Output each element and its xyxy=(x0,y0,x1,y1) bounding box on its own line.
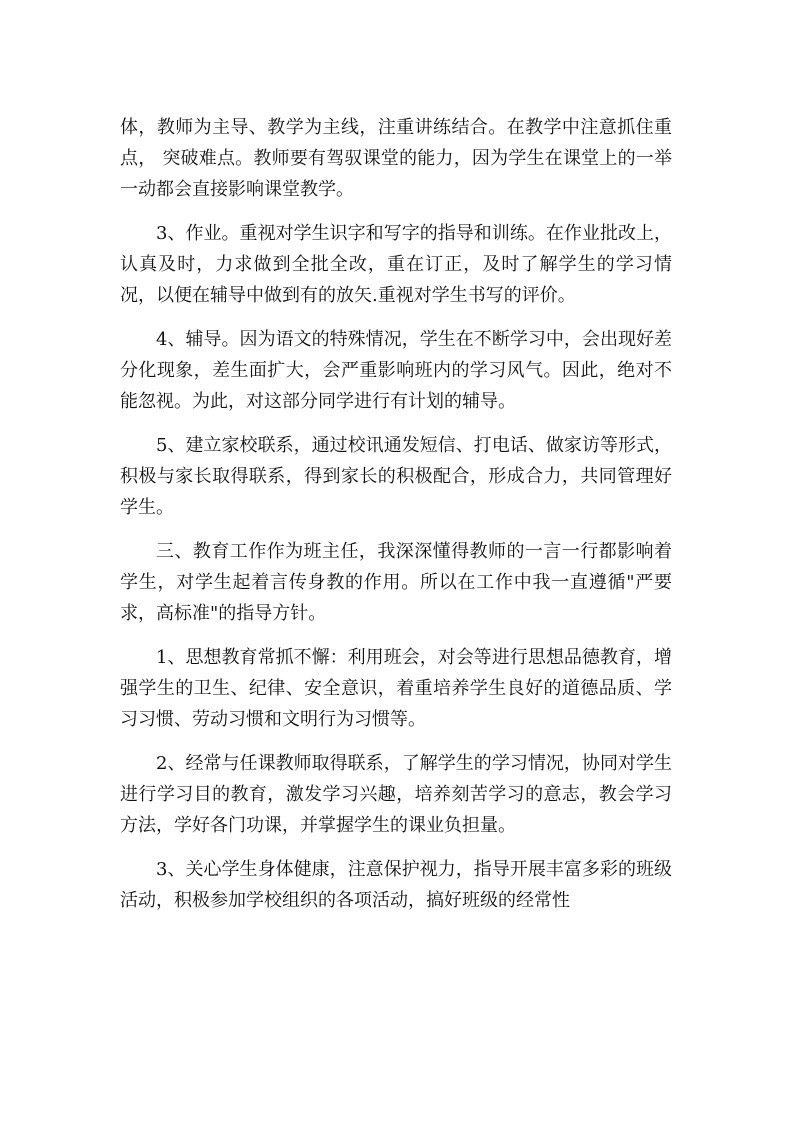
paragraph-7: 2、经常与任课教师取得联系，了解学生的学习情况，协同对学生进行学习目的教育，激发学习兴趣，培养刻苦学习的意志，教会学习方法，学好各门功课，并掌握学生的课业负担量。 xyxy=(120,753,672,836)
paragraph-6: 1、思想教育常抓不懈：利用班会，对会等进行思想品德教育，增强学生的卫生、纪律、安全意识，着重培养学生良好的道德品质、学习习惯、劳动习惯和文明行为习惯等。 xyxy=(120,647,672,730)
paragraph-2: 3、作业。重视对学生识字和写字的指导和训练。在作业批改上，认真及时，力求做到全批全改，重在订正，及时了解学生的学习情况，以便在辅导中做到有的放矢.重视对学生书写的评价。 xyxy=(120,223,672,306)
paragraph-3: 4、辅导。因为语文的特殊情况，学生在不断学习中，会出现好差分化现象，差生面扩大，会严重影响班内的学习风气。因此，绝对不能忽视。为此，对这部分同学进行有计划的辅导。 xyxy=(120,329,672,412)
paragraph-1: 体，教师为主导、教学为主线，注重讲练结合。在教学中注意抓住重点， 突破难点。教师要有驾驭课堂的能力，因为学生在课堂上的一举一动都会直接影响课堂教学。 xyxy=(120,117,672,200)
paragraph-5: 三、教育工作作为班主任，我深深懂得教师的一言一行都影响着学生，对学生起着言传身教的作用。所以在工作中我一直遵循"严要求，高标准"的指导方针。 xyxy=(120,541,672,624)
document-body xyxy=(120,112,672,929)
paragraph-8: 3、关心学生身体健康，注意保护视力，指导开展丰富多彩的班级活动，积极参加学校组织的各项活动，搞好班级的经常性 xyxy=(120,859,672,911)
paragraph-4: 5、建立家校联系，通过校讯通发短信、打电话、做家访等形式，积极与家长取得联系，得到家长的积极配合，形成合力，共同管理好学生。 xyxy=(120,435,672,518)
